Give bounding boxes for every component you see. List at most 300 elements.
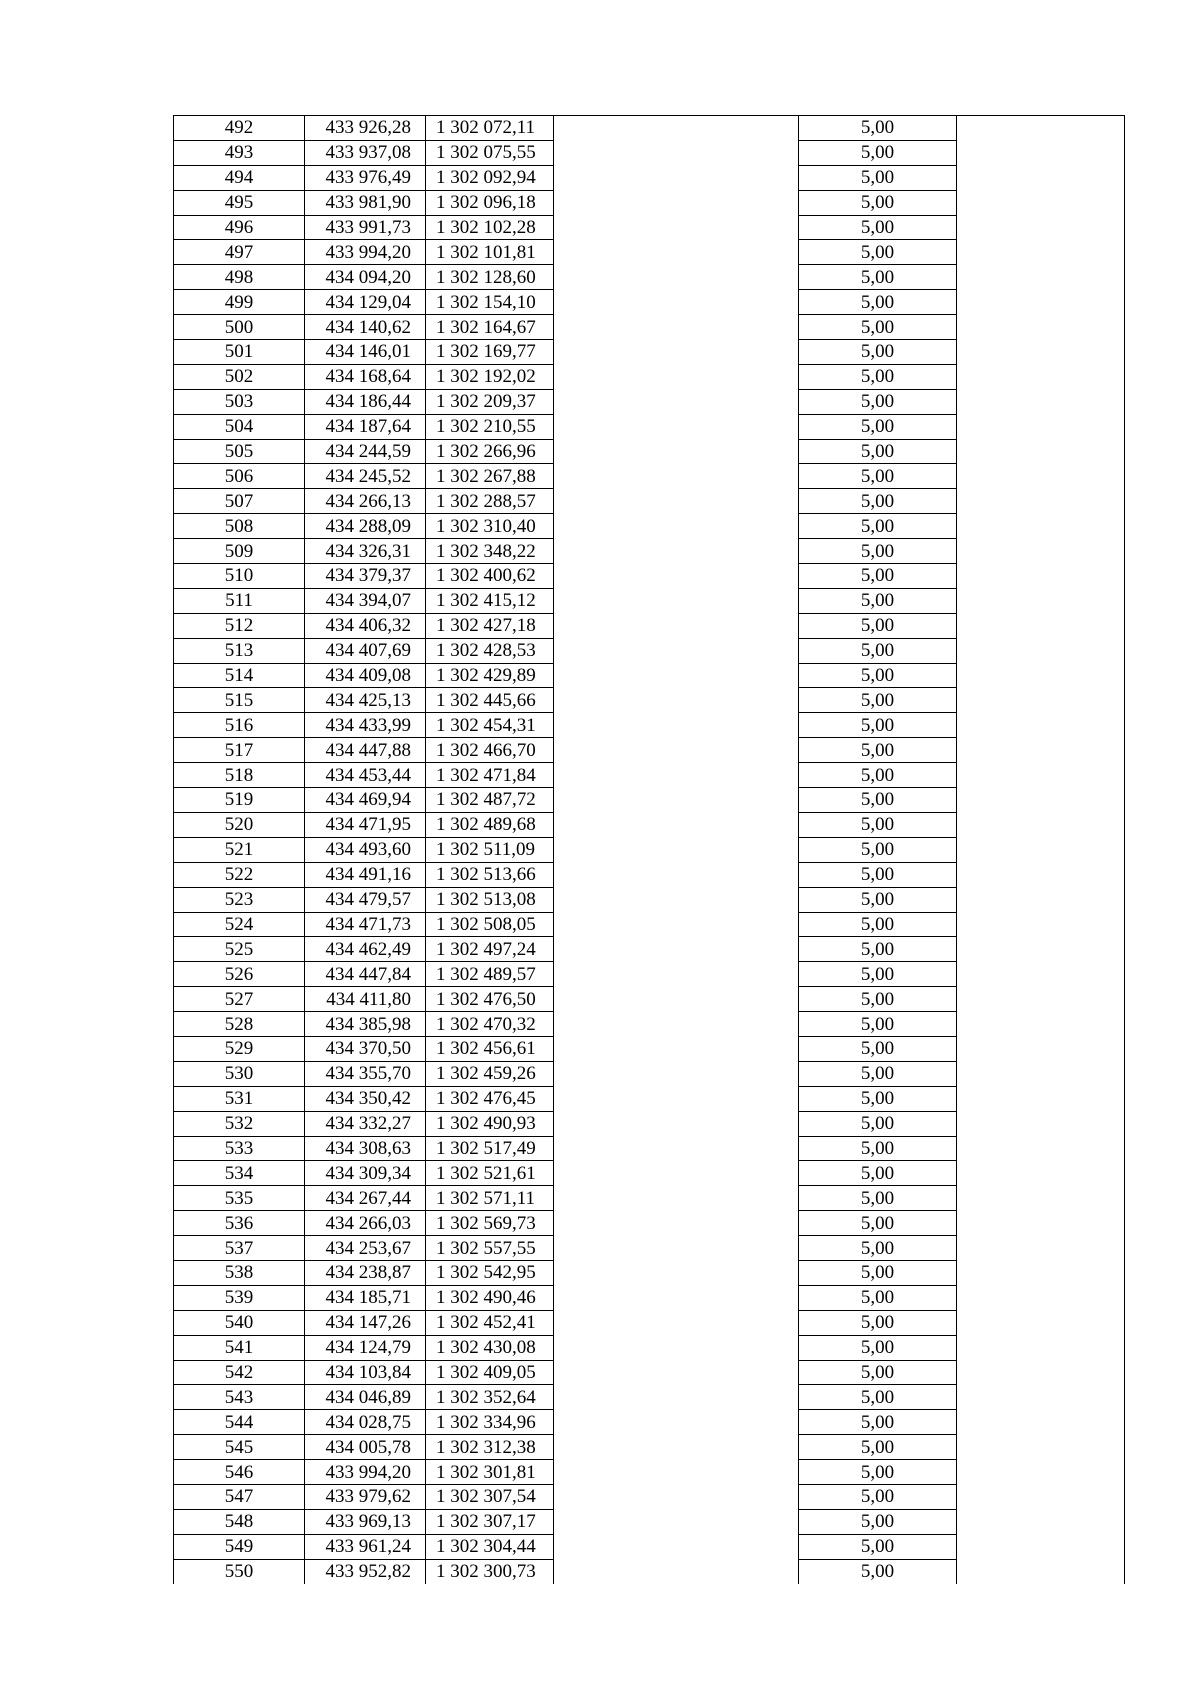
empty-cell (554, 1111, 799, 1136)
precision-cell: 5,00 (799, 489, 957, 514)
empty-cell (554, 414, 799, 439)
x-coordinate-cell: 434 028,75 (305, 1410, 426, 1435)
table-row (174, 215, 1125, 240)
empty-cell (554, 340, 799, 365)
x-coordinate-cell: 434 168,64 (305, 364, 426, 389)
precision-cell: 5,00 (799, 1136, 957, 1161)
empty-cell (554, 1236, 799, 1261)
y-coordinate-cell: 1 302 352,64 (426, 1385, 554, 1410)
point-number-cell: 526 (174, 962, 305, 987)
empty-cell (957, 489, 1125, 514)
point-number-cell: 503 (174, 389, 305, 414)
empty-cell (554, 439, 799, 464)
x-coordinate-cell: 434 129,04 (305, 290, 426, 315)
empty-cell (957, 1435, 1125, 1460)
precision-cell: 5,00 (799, 539, 957, 564)
table-row (174, 1161, 1125, 1186)
point-number-cell: 510 (174, 564, 305, 589)
empty-cell (957, 514, 1125, 539)
point-number-cell: 547 (174, 1484, 305, 1509)
table-row (174, 1410, 1125, 1435)
precision-cell: 5,00 (799, 1285, 957, 1310)
y-coordinate-cell: 1 302 456,61 (426, 1036, 554, 1061)
y-coordinate-cell: 1 302 428,53 (426, 638, 554, 663)
empty-cell (554, 240, 799, 265)
empty-cell (554, 364, 799, 389)
coordinates-table-body (174, 116, 1125, 1584)
point-number-cell: 550 (174, 1559, 305, 1583)
precision-cell: 5,00 (799, 1086, 957, 1111)
point-number-cell: 531 (174, 1086, 305, 1111)
empty-cell (957, 763, 1125, 788)
table-row (174, 290, 1125, 315)
y-coordinate-cell: 1 302 128,60 (426, 265, 554, 290)
empty-cell (554, 613, 799, 638)
point-number-cell: 528 (174, 1012, 305, 1037)
precision-cell: 5,00 (799, 1410, 957, 1435)
precision-cell: 5,00 (799, 1310, 957, 1335)
precision-cell: 5,00 (799, 1460, 957, 1485)
table-row (174, 1012, 1125, 1037)
precision-cell: 5,00 (799, 1012, 957, 1037)
point-number-cell: 538 (174, 1260, 305, 1285)
point-number-cell: 496 (174, 215, 305, 240)
table-row (174, 1385, 1125, 1410)
x-coordinate-cell: 434 238,87 (305, 1260, 426, 1285)
table-row (174, 414, 1125, 439)
table-row (174, 613, 1125, 638)
empty-cell (957, 1260, 1125, 1285)
empty-cell (957, 1385, 1125, 1410)
point-number-cell: 516 (174, 713, 305, 738)
y-coordinate-cell: 1 302 169,77 (426, 340, 554, 365)
point-number-cell: 512 (174, 613, 305, 638)
empty-cell (957, 190, 1125, 215)
precision-cell: 5,00 (799, 240, 957, 265)
empty-cell (957, 464, 1125, 489)
x-coordinate-cell: 434 425,13 (305, 688, 426, 713)
empty-cell (957, 315, 1125, 340)
empty-cell (957, 1012, 1125, 1037)
y-coordinate-cell: 1 302 487,72 (426, 788, 554, 813)
empty-cell (554, 514, 799, 539)
empty-cell (554, 1161, 799, 1186)
y-coordinate-cell: 1 302 400,62 (426, 564, 554, 589)
point-number-cell: 543 (174, 1385, 305, 1410)
y-coordinate-cell: 1 302 476,45 (426, 1086, 554, 1111)
empty-cell (957, 1211, 1125, 1236)
empty-cell (554, 165, 799, 190)
empty-cell (957, 1136, 1125, 1161)
empty-cell (957, 713, 1125, 738)
table-row (174, 1136, 1125, 1161)
table-row (174, 962, 1125, 987)
table-row (174, 937, 1125, 962)
y-coordinate-cell: 1 302 542,95 (426, 1260, 554, 1285)
point-number-cell: 534 (174, 1161, 305, 1186)
table-row (174, 1036, 1125, 1061)
y-coordinate-cell: 1 302 557,55 (426, 1236, 554, 1261)
x-coordinate-cell: 434 245,52 (305, 464, 426, 489)
empty-cell (957, 215, 1125, 240)
empty-cell (957, 1061, 1125, 1086)
table-row (174, 1509, 1125, 1534)
point-number-cell: 515 (174, 688, 305, 713)
table-row (174, 1086, 1125, 1111)
precision-cell: 5,00 (799, 812, 957, 837)
table-row (174, 389, 1125, 414)
y-coordinate-cell: 1 302 513,66 (426, 862, 554, 887)
empty-cell (554, 1484, 799, 1509)
empty-cell (957, 812, 1125, 837)
precision-cell: 5,00 (799, 1385, 957, 1410)
point-number-cell: 494 (174, 165, 305, 190)
table-row (174, 837, 1125, 862)
table-row (174, 190, 1125, 215)
point-number-cell: 524 (174, 912, 305, 937)
x-coordinate-cell: 434 266,03 (305, 1211, 426, 1236)
empty-cell (957, 1186, 1125, 1211)
empty-cell (957, 240, 1125, 265)
empty-cell (554, 1310, 799, 1335)
empty-cell (957, 1236, 1125, 1261)
x-coordinate-cell: 434 185,71 (305, 1285, 426, 1310)
x-coordinate-cell: 434 409,08 (305, 663, 426, 688)
empty-cell (554, 1260, 799, 1285)
x-coordinate-cell: 433 994,20 (305, 240, 426, 265)
y-coordinate-cell: 1 302 489,57 (426, 962, 554, 987)
point-number-cell: 518 (174, 763, 305, 788)
empty-cell (957, 1484, 1125, 1509)
x-coordinate-cell: 434 288,09 (305, 514, 426, 539)
empty-cell (554, 1460, 799, 1485)
y-coordinate-cell: 1 302 096,18 (426, 190, 554, 215)
table-row (174, 1186, 1125, 1211)
y-coordinate-cell: 1 302 072,11 (426, 116, 554, 141)
point-number-cell: 501 (174, 340, 305, 365)
empty-cell (957, 613, 1125, 638)
empty-cell (957, 439, 1125, 464)
x-coordinate-cell: 433 976,49 (305, 165, 426, 190)
empty-cell (957, 1111, 1125, 1136)
empty-cell (554, 464, 799, 489)
x-coordinate-cell: 433 937,08 (305, 140, 426, 165)
x-coordinate-cell: 434 244,59 (305, 439, 426, 464)
y-coordinate-cell: 1 302 427,18 (426, 613, 554, 638)
table-row (174, 987, 1125, 1012)
empty-cell (957, 688, 1125, 713)
point-number-cell: 529 (174, 1036, 305, 1061)
x-coordinate-cell: 434 493,60 (305, 837, 426, 862)
empty-cell (957, 937, 1125, 962)
point-number-cell: 537 (174, 1236, 305, 1261)
table-row (174, 1559, 1125, 1583)
y-coordinate-cell: 1 302 288,57 (426, 489, 554, 514)
point-number-cell: 527 (174, 987, 305, 1012)
x-coordinate-cell: 434 406,32 (305, 613, 426, 638)
y-coordinate-cell: 1 302 511,09 (426, 837, 554, 862)
table-row (174, 1260, 1125, 1285)
y-coordinate-cell: 1 302 497,24 (426, 937, 554, 962)
empty-cell (957, 414, 1125, 439)
x-coordinate-cell: 433 994,20 (305, 1460, 426, 1485)
precision-cell: 5,00 (799, 588, 957, 613)
point-number-cell: 514 (174, 663, 305, 688)
x-coordinate-cell: 434 187,64 (305, 414, 426, 439)
point-number-cell: 500 (174, 315, 305, 340)
precision-cell: 5,00 (799, 265, 957, 290)
x-coordinate-cell: 434 146,01 (305, 340, 426, 365)
empty-cell (554, 688, 799, 713)
empty-cell (957, 738, 1125, 763)
empty-cell (554, 1534, 799, 1559)
table-row (174, 1211, 1125, 1236)
y-coordinate-cell: 1 302 571,11 (426, 1186, 554, 1211)
precision-cell: 5,00 (799, 688, 957, 713)
point-number-cell: 549 (174, 1534, 305, 1559)
y-coordinate-cell: 1 302 209,37 (426, 389, 554, 414)
x-coordinate-cell: 434 140,62 (305, 315, 426, 340)
x-coordinate-cell: 434 350,42 (305, 1086, 426, 1111)
table-row (174, 763, 1125, 788)
empty-cell (957, 1161, 1125, 1186)
y-coordinate-cell: 1 302 164,67 (426, 315, 554, 340)
table-row (174, 1310, 1125, 1335)
table-row (174, 638, 1125, 663)
table-row (174, 140, 1125, 165)
precision-cell: 5,00 (799, 1360, 957, 1385)
point-number-cell: 539 (174, 1285, 305, 1310)
y-coordinate-cell: 1 302 409,05 (426, 1360, 554, 1385)
x-coordinate-cell: 434 462,49 (305, 937, 426, 962)
x-coordinate-cell: 434 309,34 (305, 1161, 426, 1186)
empty-cell (554, 564, 799, 589)
table-row (174, 340, 1125, 365)
empty-cell (554, 116, 799, 141)
precision-cell: 5,00 (799, 514, 957, 539)
empty-cell (957, 837, 1125, 862)
point-number-cell: 530 (174, 1061, 305, 1086)
x-coordinate-cell: 434 469,94 (305, 788, 426, 813)
x-coordinate-cell: 434 266,13 (305, 489, 426, 514)
x-coordinate-cell: 434 332,27 (305, 1111, 426, 1136)
y-coordinate-cell: 1 302 307,17 (426, 1509, 554, 1534)
y-coordinate-cell: 1 302 300,73 (426, 1559, 554, 1583)
empty-cell (957, 1559, 1125, 1583)
table-row (174, 240, 1125, 265)
empty-cell (554, 713, 799, 738)
empty-cell (554, 1285, 799, 1310)
empty-cell (957, 265, 1125, 290)
point-number-cell: 508 (174, 514, 305, 539)
precision-cell: 5,00 (799, 1534, 957, 1559)
y-coordinate-cell: 1 302 476,50 (426, 987, 554, 1012)
precision-cell: 5,00 (799, 613, 957, 638)
empty-cell (957, 389, 1125, 414)
precision-cell: 5,00 (799, 1559, 957, 1583)
table-row (174, 539, 1125, 564)
empty-cell (957, 1086, 1125, 1111)
empty-cell (957, 1285, 1125, 1310)
x-coordinate-cell: 434 471,73 (305, 912, 426, 937)
precision-cell: 5,00 (799, 638, 957, 663)
x-coordinate-cell: 434 186,44 (305, 389, 426, 414)
table-row (174, 1360, 1125, 1385)
empty-cell (957, 1335, 1125, 1360)
precision-cell: 5,00 (799, 1236, 957, 1261)
precision-cell: 5,00 (799, 290, 957, 315)
precision-cell: 5,00 (799, 1335, 957, 1360)
empty-cell (554, 837, 799, 862)
table-row (174, 862, 1125, 887)
table-row (174, 464, 1125, 489)
precision-cell: 5,00 (799, 364, 957, 389)
empty-cell (554, 1186, 799, 1211)
precision-cell: 5,00 (799, 315, 957, 340)
empty-cell (957, 340, 1125, 365)
point-number-cell: 519 (174, 788, 305, 813)
empty-cell (554, 1435, 799, 1460)
precision-cell: 5,00 (799, 1484, 957, 1509)
empty-cell (957, 987, 1125, 1012)
empty-cell (957, 1310, 1125, 1335)
y-coordinate-cell: 1 302 513,08 (426, 887, 554, 912)
empty-cell (554, 190, 799, 215)
x-coordinate-cell: 434 453,44 (305, 763, 426, 788)
y-coordinate-cell: 1 302 312,38 (426, 1435, 554, 1460)
x-coordinate-cell: 434 433,99 (305, 713, 426, 738)
point-number-cell: 535 (174, 1186, 305, 1211)
point-number-cell: 520 (174, 812, 305, 837)
precision-cell: 5,00 (799, 738, 957, 763)
point-number-cell: 545 (174, 1435, 305, 1460)
table-row (174, 713, 1125, 738)
x-coordinate-cell: 434 385,98 (305, 1012, 426, 1037)
table-row (174, 688, 1125, 713)
empty-cell (554, 1012, 799, 1037)
y-coordinate-cell: 1 302 471,84 (426, 763, 554, 788)
y-coordinate-cell: 1 302 304,44 (426, 1534, 554, 1559)
y-coordinate-cell: 1 302 301,81 (426, 1460, 554, 1485)
point-number-cell: 505 (174, 439, 305, 464)
precision-cell: 5,00 (799, 1260, 957, 1285)
y-coordinate-cell: 1 302 154,10 (426, 290, 554, 315)
empty-cell (957, 912, 1125, 937)
empty-cell (554, 140, 799, 165)
precision-cell: 5,00 (799, 1111, 957, 1136)
empty-cell (957, 1534, 1125, 1559)
point-number-cell: 546 (174, 1460, 305, 1485)
x-coordinate-cell: 434 379,37 (305, 564, 426, 589)
precision-cell: 5,00 (799, 788, 957, 813)
point-number-cell: 523 (174, 887, 305, 912)
empty-cell (554, 489, 799, 514)
table-row (174, 1285, 1125, 1310)
x-coordinate-cell: 433 969,13 (305, 1509, 426, 1534)
empty-cell (957, 588, 1125, 613)
empty-cell (957, 862, 1125, 887)
y-coordinate-cell: 1 302 092,94 (426, 165, 554, 190)
table-row (174, 1534, 1125, 1559)
x-coordinate-cell: 434 046,89 (305, 1385, 426, 1410)
precision-cell: 5,00 (799, 564, 957, 589)
point-number-cell: 511 (174, 588, 305, 613)
point-number-cell: 502 (174, 364, 305, 389)
y-coordinate-cell: 1 302 267,88 (426, 464, 554, 489)
point-number-cell: 525 (174, 937, 305, 962)
point-number-cell: 506 (174, 464, 305, 489)
empty-cell (554, 862, 799, 887)
y-coordinate-cell: 1 302 454,31 (426, 713, 554, 738)
empty-cell (554, 1509, 799, 1534)
empty-cell (554, 389, 799, 414)
empty-cell (957, 887, 1125, 912)
coordinates-table (173, 115, 1125, 1584)
precision-cell: 5,00 (799, 439, 957, 464)
empty-cell (554, 1061, 799, 1086)
point-number-cell: 504 (174, 414, 305, 439)
empty-cell (957, 962, 1125, 987)
point-number-cell: 507 (174, 489, 305, 514)
x-coordinate-cell: 434 005,78 (305, 1435, 426, 1460)
empty-cell (554, 912, 799, 937)
x-coordinate-cell: 434 326,31 (305, 539, 426, 564)
x-coordinate-cell: 434 479,57 (305, 887, 426, 912)
empty-cell (554, 1136, 799, 1161)
empty-cell (957, 638, 1125, 663)
y-coordinate-cell: 1 302 466,70 (426, 738, 554, 763)
table-row (174, 1484, 1125, 1509)
precision-cell: 5,00 (799, 414, 957, 439)
point-number-cell: 533 (174, 1136, 305, 1161)
x-coordinate-cell: 433 961,24 (305, 1534, 426, 1559)
empty-cell (554, 887, 799, 912)
x-coordinate-cell: 434 124,79 (305, 1335, 426, 1360)
y-coordinate-cell: 1 302 210,55 (426, 414, 554, 439)
table-row (174, 1061, 1125, 1086)
x-coordinate-cell: 434 370,50 (305, 1036, 426, 1061)
empty-cell (554, 1086, 799, 1111)
empty-cell (554, 788, 799, 813)
point-number-cell: 492 (174, 116, 305, 141)
precision-cell: 5,00 (799, 165, 957, 190)
empty-cell (554, 962, 799, 987)
table-row (174, 439, 1125, 464)
empty-cell (957, 290, 1125, 315)
x-coordinate-cell: 434 094,20 (305, 265, 426, 290)
y-coordinate-cell: 1 302 470,32 (426, 1012, 554, 1037)
empty-cell (554, 1335, 799, 1360)
point-number-cell: 548 (174, 1509, 305, 1534)
y-coordinate-cell: 1 302 489,68 (426, 812, 554, 837)
empty-cell (554, 290, 799, 315)
point-number-cell: 532 (174, 1111, 305, 1136)
x-coordinate-cell: 433 979,62 (305, 1484, 426, 1509)
x-coordinate-cell: 434 471,95 (305, 812, 426, 837)
table-row (174, 364, 1125, 389)
empty-cell (554, 663, 799, 688)
y-coordinate-cell: 1 302 102,28 (426, 215, 554, 240)
table-row (174, 116, 1125, 141)
empty-cell (554, 1211, 799, 1236)
precision-cell: 5,00 (799, 1435, 957, 1460)
precision-cell: 5,00 (799, 190, 957, 215)
precision-cell: 5,00 (799, 1186, 957, 1211)
precision-cell: 5,00 (799, 887, 957, 912)
y-coordinate-cell: 1 302 521,61 (426, 1161, 554, 1186)
empty-cell (554, 738, 799, 763)
empty-cell (554, 763, 799, 788)
